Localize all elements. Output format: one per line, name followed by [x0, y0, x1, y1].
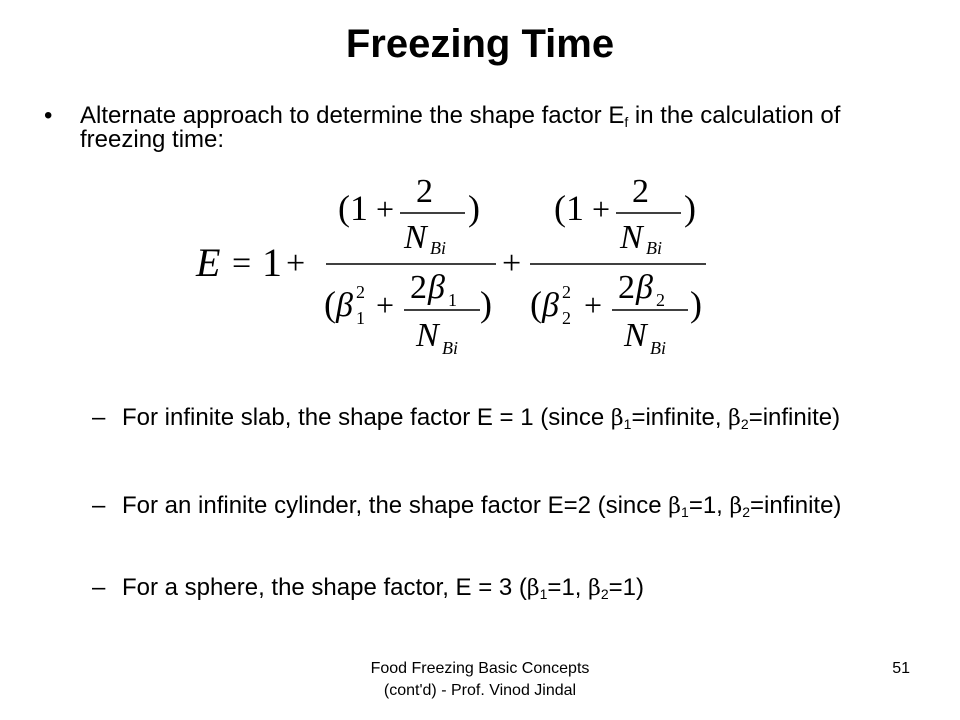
frac2-den-Bi: Bi [650, 338, 666, 358]
frac2-num-two: 2 [632, 173, 649, 210]
formula-one: 1 [262, 240, 282, 285]
formula-lhs: E [196, 240, 221, 285]
sub-item-text [122, 400, 902, 437]
frac1-den-beta-num: β [428, 269, 445, 306]
frac1-den-close: ) [480, 284, 492, 324]
sub-item-text-2: =infinite, [631, 404, 729, 431]
frac2-den-idx: 2 [562, 308, 571, 328]
sub-item-text-3: =infinite) [750, 492, 842, 519]
frac1-den-open: ( [324, 284, 336, 324]
frac2-den-N: N [624, 317, 647, 354]
footer-line-2: (cont'd) - Prof. Vinod Jindal [383, 682, 577, 699]
frac1-den-plus: + [376, 287, 395, 323]
sub-item-text [122, 488, 902, 525]
sub-item-text-2: =1, [547, 574, 589, 601]
frac1-num-two: 2 [416, 173, 433, 210]
beta-symbol: β [588, 576, 601, 601]
frac2-num-plus: + [592, 191, 611, 227]
frac1-num-open: (1 [338, 188, 368, 228]
sub-item-text [122, 570, 902, 607]
frac1-den-two: 2 [410, 269, 427, 306]
beta-subscript: 2 [600, 586, 609, 602]
bullet-text [80, 104, 920, 152]
shape-factor-formula [190, 168, 730, 368]
beta-symbol: β [728, 406, 741, 431]
beta-subscript: 1 [623, 416, 632, 432]
frac1-den-Bi: Bi [442, 338, 458, 358]
frac2-num-N: N [620, 219, 643, 256]
frac2-den-beta-num: β [636, 269, 653, 306]
frac2-den-idx-num: 2 [656, 290, 665, 310]
bullet-subscript: f [624, 114, 629, 130]
frac2-den-beta: β [542, 287, 559, 324]
footer-course-title [300, 658, 660, 702]
beta-subscript: 1 [681, 504, 689, 520]
beta-subscript: 1 [539, 586, 548, 602]
sub-item-text-2: =1, [688, 492, 730, 519]
frac2-num-Bi: Bi [646, 238, 662, 258]
bullet-text-start: Alternate approach to determine the shape factor E [80, 102, 625, 129]
sub-item-dash: – [92, 574, 106, 601]
frac1-num-close: ) [468, 188, 480, 228]
beta-symbol: β [526, 576, 540, 601]
sub-item-text-1: For a sphere, the shape factor, E = 3 ( [122, 574, 527, 601]
slide-title: Freezing Time [345, 22, 615, 66]
frac1-num-plus: + [376, 191, 395, 227]
footer-line-1: Food Freezing Basic Concepts [370, 660, 590, 677]
sub-item-dash: – [92, 492, 106, 519]
frac2-den-open: ( [530, 284, 542, 324]
page-number: 51 [892, 660, 910, 677]
frac1-den-idx-num: 1 [448, 290, 457, 310]
frac1-den-exp: 2 [356, 282, 365, 302]
frac2-num-open: (1 [554, 188, 584, 228]
frac2-den-plus: + [584, 287, 603, 323]
frac2-num-close: ) [684, 188, 696, 228]
sub-item-text-3: =1) [608, 574, 644, 601]
frac1-den-N: N [416, 317, 439, 354]
beta-symbol: β [729, 494, 743, 519]
beta-subscript: 2 [740, 416, 749, 432]
frac2-den-close: ) [690, 284, 702, 324]
bullet-mark: • [44, 102, 53, 129]
beta-symbol: β [610, 406, 624, 431]
bullet-text-end: in the calculation of freezing time: [80, 102, 841, 153]
sub-item-text-3: =infinite) [748, 404, 841, 431]
sub-item-text-1: For an infinite cylinder, the shape factor E=2 (since [122, 492, 669, 519]
formula-plus-2: + [502, 245, 522, 282]
sub-item-text-1: For infinite slab, the shape factor E = 1 (since [122, 404, 611, 431]
beta-subscript: 2 [742, 504, 751, 520]
sub-item-dash: – [92, 404, 106, 431]
frac1-den-idx: 1 [356, 308, 365, 328]
frac1-num-N: N [404, 219, 427, 256]
beta-symbol: β [668, 494, 682, 519]
frac2-den-exp: 2 [562, 282, 571, 302]
frac1-num-Bi: Bi [430, 238, 446, 258]
formula-plus-1: + [286, 245, 306, 282]
formula-equals: = [232, 245, 252, 282]
frac2-den-two: 2 [618, 269, 635, 306]
frac1-den-beta: β [336, 287, 353, 324]
